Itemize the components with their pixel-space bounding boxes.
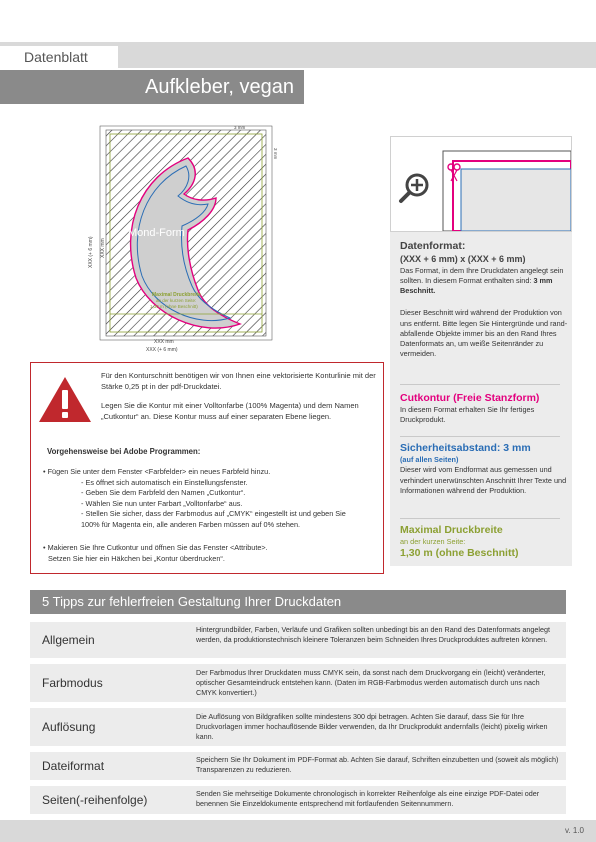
dim-bottom-inner: XXX mm	[154, 339, 174, 345]
dim-right: 3 mm	[273, 148, 278, 160]
notice-paragraph-1: Für den Konturschnitt benötigen wir von Ihnen eine vektorisierte Konturlinie mit der Stärke 0,25 pt in der pdf-Druckdatei.	[101, 371, 376, 391]
moon-shape-diagram	[84, 118, 280, 358]
footer-band	[0, 820, 596, 842]
druckbreite-value: 1,30 m (ohne Beschnitt)	[400, 547, 519, 560]
dim-left-outer: XXX (+ 6 mm)	[88, 236, 94, 268]
cutcontour-notice	[30, 362, 384, 574]
tip-label: Allgemein	[42, 633, 95, 647]
step-item: - Geben Sie dem Farbfeld den Namen „Cutkontur“.	[81, 488, 246, 498]
sicherheit-text: Dieser wird vom Endformat aus gemessen und verhindert unerwünschten Anschnitt Ihrer Texte und Informationen während der Produktion.	[400, 465, 567, 495]
step-item: - Wählen Sie nun unter Farbart „Volltonfarbe“ aus.	[81, 498, 243, 508]
sicherheit-section	[400, 442, 568, 496]
magnifier-icon	[401, 175, 427, 201]
step-item: Setzen Sie hier ein Häkchen bei „Kontur überdrucken“.	[48, 553, 225, 563]
max-width-line-3: 1,30 m (ohne Beschnitt)	[150, 304, 198, 309]
spec-panel	[390, 136, 572, 566]
max-width-line-1: Maximal Druckbreite	[152, 292, 201, 298]
format-diagram	[84, 118, 280, 358]
tips-header	[30, 590, 566, 614]
datasheet-tab	[0, 46, 118, 68]
dim-top-right: 3 mm	[234, 125, 246, 130]
step-item: 100% für Magenta ein, alle anderen Farben müssen auf 0% stehen.	[81, 519, 301, 529]
notice-paragraph-2: Legen Sie die Kontur mit einer Volltonfarbe (100% Magenta) und dem Namen „Cutkontur“ an. Diese Kontur muss auf einer separaten Ebene liegen.	[101, 401, 359, 421]
divider	[400, 518, 560, 519]
tip-label: Dateiformat	[42, 759, 105, 773]
tip-label: Seiten(-reihenfolge)	[42, 793, 148, 807]
shape-label: Mond-Form	[128, 227, 185, 239]
druckbreite-title: Maximal Druckbreite	[400, 524, 503, 536]
dim-bottom-outer: XXX (+ 6 mm)	[146, 347, 178, 353]
tips-title: 5 Tipps zur fehlerfreien Gestaltung Ihrer Druckdaten	[42, 594, 342, 609]
datenformat-formula: (XXX + 6 mm) x (XXX + 6 mm)	[400, 254, 526, 265]
step-item: - Es öffnet sich automatisch ein Einstellungsfenster.	[81, 477, 248, 487]
divider	[400, 436, 560, 437]
step-item: • Fügen Sie unter dem Fenster <Farbfelder> ein neues Farbfeld hinzu.	[43, 467, 271, 476]
version-label: v. 1.0	[565, 826, 584, 835]
datenformat-section	[400, 240, 568, 359]
cutkontur-title: Cutkontur (Freie Stanzform)	[400, 392, 540, 404]
druckbreite-section	[400, 524, 568, 560]
notice-heading: Vorgehensweise bei Adobe Programmen:	[47, 447, 201, 456]
tip-label: Farbmodus	[42, 676, 103, 690]
zoom-detail	[390, 136, 572, 232]
title-bar	[0, 70, 304, 104]
datenformat-text: Das Format, in dem Ihre Druckdaten angelegt sein sollten. In diesem Format enthalten sind:	[400, 265, 564, 285]
step-item: - Stellen Sie sicher, dass der Farbmodus auf „CMYK“ eingestellt ist und geben Sie	[81, 509, 346, 519]
tab-label: Datenblatt	[24, 49, 88, 65]
notice-steps-2	[43, 543, 381, 564]
dim-left-inner: XXX mm	[100, 238, 106, 258]
sicherheit-title: Sicherheitsabstand: 3 mm	[400, 442, 531, 454]
max-width-line-2: an der kurzen Seite:	[156, 298, 197, 303]
datenformat-strong: 3 mm Beschnitt.	[400, 275, 553, 296]
datenformat-title: Datenformat:	[400, 240, 466, 252]
tip-row-seiten	[30, 786, 566, 814]
sicherheit-sub: (auf allen Seiten)	[400, 455, 459, 465]
tip-text: Der Farbmodus Ihrer Druckdaten muss CMYK sein, da sonst nach dem Druckvorgang ein (leicht) veränderter, optischer Gesamteindruck entstehen kann. (Daten im RGB-Farbmodus werden automatisch durch uns nach CMYK konvertiert.)	[196, 668, 546, 698]
tip-row-dateiformat	[30, 752, 566, 780]
page-title: Aufkleber, vegan	[145, 76, 294, 98]
tip-text: Speichern Sie Ihr Dokument im PDF-Format ab. Achten Sie darauf, Schriften einzubetten und (soweit als möglich) Transparenzen zu reduzieren.	[196, 755, 559, 775]
tip-row-aufloesung	[30, 708, 566, 746]
cutkontur-text: In diesem Format erhalten Sie Ihr fertiges Druckprodukt.	[400, 405, 535, 425]
tip-label: Auflösung	[42, 720, 96, 734]
cutkontur-section	[400, 392, 568, 426]
tip-row-farbmodus	[30, 664, 566, 702]
tip-text: Hintergrundbilder, Farben, Verläufe und Grafiken sollten unbedingt bis an den Rand des Datenformats angelegt werden, da produktionstechnisch kleinere Toleranzen beim Schneiden Ihres Druckproduktes auftreten können.	[196, 625, 551, 645]
druckbreite-sub: an der kurzen Seite:	[400, 537, 466, 547]
tip-row-allgemein	[30, 622, 566, 658]
notice-steps	[43, 467, 381, 530]
tip-text: Senden Sie mehrseitige Dokumente chronologisch in korrekter Reihenfolge als eine einzige PDF-Datei oder benennen Sie Einzeldokumente entsprechend mit fortlaufenden Seitennummern.	[196, 789, 540, 809]
divider	[400, 384, 560, 385]
warning-icon	[37, 375, 93, 425]
step-item: • Makieren Sie Ihre Cutkontur und öffnen Sie das Fenster <Attribute>.	[43, 543, 268, 552]
tip-text: Die Auflösung von Bildgrafiken sollte mindestens 300 dpi betragen. Achten Sie darauf, dass Sie für Ihre Druckvorlagen immer hochauflösende Bilder verwenden, da Ihr Druckprodukt andernfalls (leicht) pixelig wirken kann.	[196, 712, 548, 742]
beschnitt-text: Dieser Beschnitt wird während der Produktion von uns entfernt. Bitte legen Sie Hintergründe und rand-abfallende Objekte immer bis an den Rand Ihres Datenformats an, um weiße Seitenränder zu vermeiden.	[400, 308, 568, 359]
